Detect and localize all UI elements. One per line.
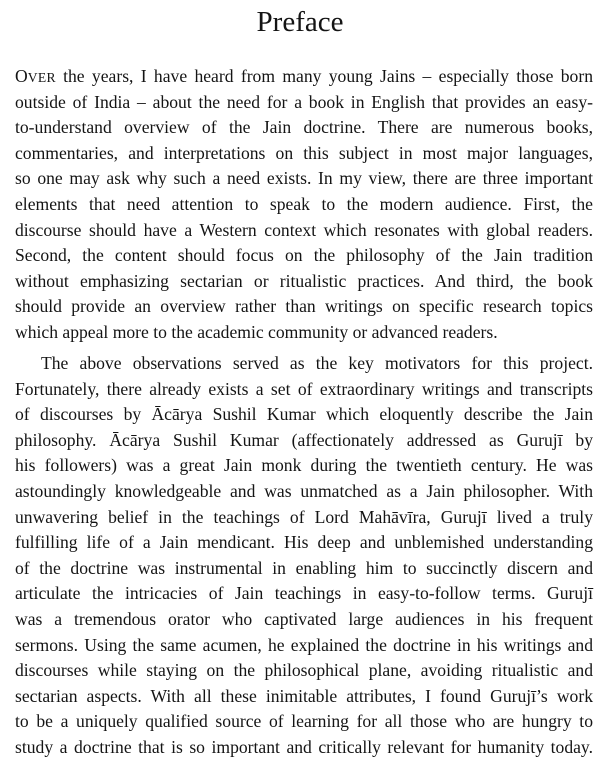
- paragraph-1-line-6: elements that need attention to speak to the modern audience. First, the: [15, 193, 593, 214]
- small-caps-word: VER: [27, 70, 56, 85]
- paragraph-1-line-1: [15, 64, 593, 90]
- paragraph-2-line-4: philosophy. Ācārya Sushil Kumar (affectionately addressed as Gurujī by: [15, 429, 593, 450]
- paragraph-2-line-8: fulfilling life of a Jain mendicant. His deep and unblemished understanding: [15, 532, 593, 553]
- paragraph-2-line-7: unwavering belief in the teachings of Lord Mahāvīra, Gurujī lived a truly: [15, 506, 593, 527]
- paragraph-2-line-15: to be a uniquely qualified source of learning for all those who are hungry to: [15, 711, 593, 732]
- paragraph-2-line-2: Fortunately, there already exists a set of extraordinary writings and transcripts: [15, 378, 593, 399]
- paragraph-1-line-3: to-understand overview of the Jain doctrine. There are numerous books,: [15, 117, 593, 138]
- paragraph-2-line-5: his followers) was a great Jain monk during the twentieth century. He was: [15, 455, 593, 476]
- paragraph-1-line-2: outside of India – about the need for a book in English that provides an easy-: [15, 91, 593, 112]
- paragraph-1-line-4: commentaries, and interpretations on this subject in most major languages,: [15, 142, 593, 163]
- drop-initial: O: [15, 66, 28, 86]
- paragraph-1-line-5: so one may ask why such a need exists. In my view, there are three important: [15, 168, 593, 189]
- paragraph-2-line-1: The above observations served as the key motivators for this project.: [41, 353, 593, 373]
- paragraph-2-line-14: sectarian aspects. With all these inimitable attributes, I found Gurujī’s work: [15, 685, 593, 706]
- paragraph-2-line-6: astoundingly knowledgeable and was unmatched as a Jain philosopher. With: [15, 480, 593, 501]
- paragraph-2-line-9: of the doctrine was instrumental in enabling him to succinctly discern and: [15, 557, 593, 578]
- paragraph-2-line-13: discourses while staying on the philosophical plane, avoiding ritualistic and: [15, 660, 593, 681]
- paragraph-2-line-11: was a tremendous orator who captivated large audiences in his frequent: [15, 608, 593, 629]
- paragraph-2-line-16: study a doctrine that is so important and critically relevant for humanity today.: [15, 736, 593, 757]
- paragraph-2: [15, 351, 593, 761]
- paragraph-1-line-11: which appeal more to the academic community or advanced readers.: [15, 321, 498, 342]
- paragraph-1-line-10: should provide an overview rather than writings on specific research topics: [15, 296, 593, 317]
- page-title: Preface: [256, 6, 344, 38]
- paragraph-2-line-3: of discourses by Ācārya Sushil Kumar which eloquently describe the Jain: [15, 404, 593, 425]
- line-text: the years, I have heard from many young Jains – especially those born: [55, 66, 593, 86]
- paragraph-1-line-9: without emphasizing sectarian or ritualistic practices. And third, the book: [15, 270, 593, 291]
- paragraph-2-line-12: sermons. Using the same acumen, he explained the doctrine in his writings and: [15, 634, 593, 655]
- paragraph-1: [15, 64, 593, 346]
- paragraph-2-line-10: articulate the intricacies of Jain teachings in easy-to-follow terms. Gurujī: [15, 583, 593, 604]
- paragraph-1-line-8: Second, the content should focus on the philosophy of the Jain tradition: [15, 245, 593, 266]
- paragraph-1-line-7: discourse should have a Western context which resonates with global readers.: [15, 219, 593, 240]
